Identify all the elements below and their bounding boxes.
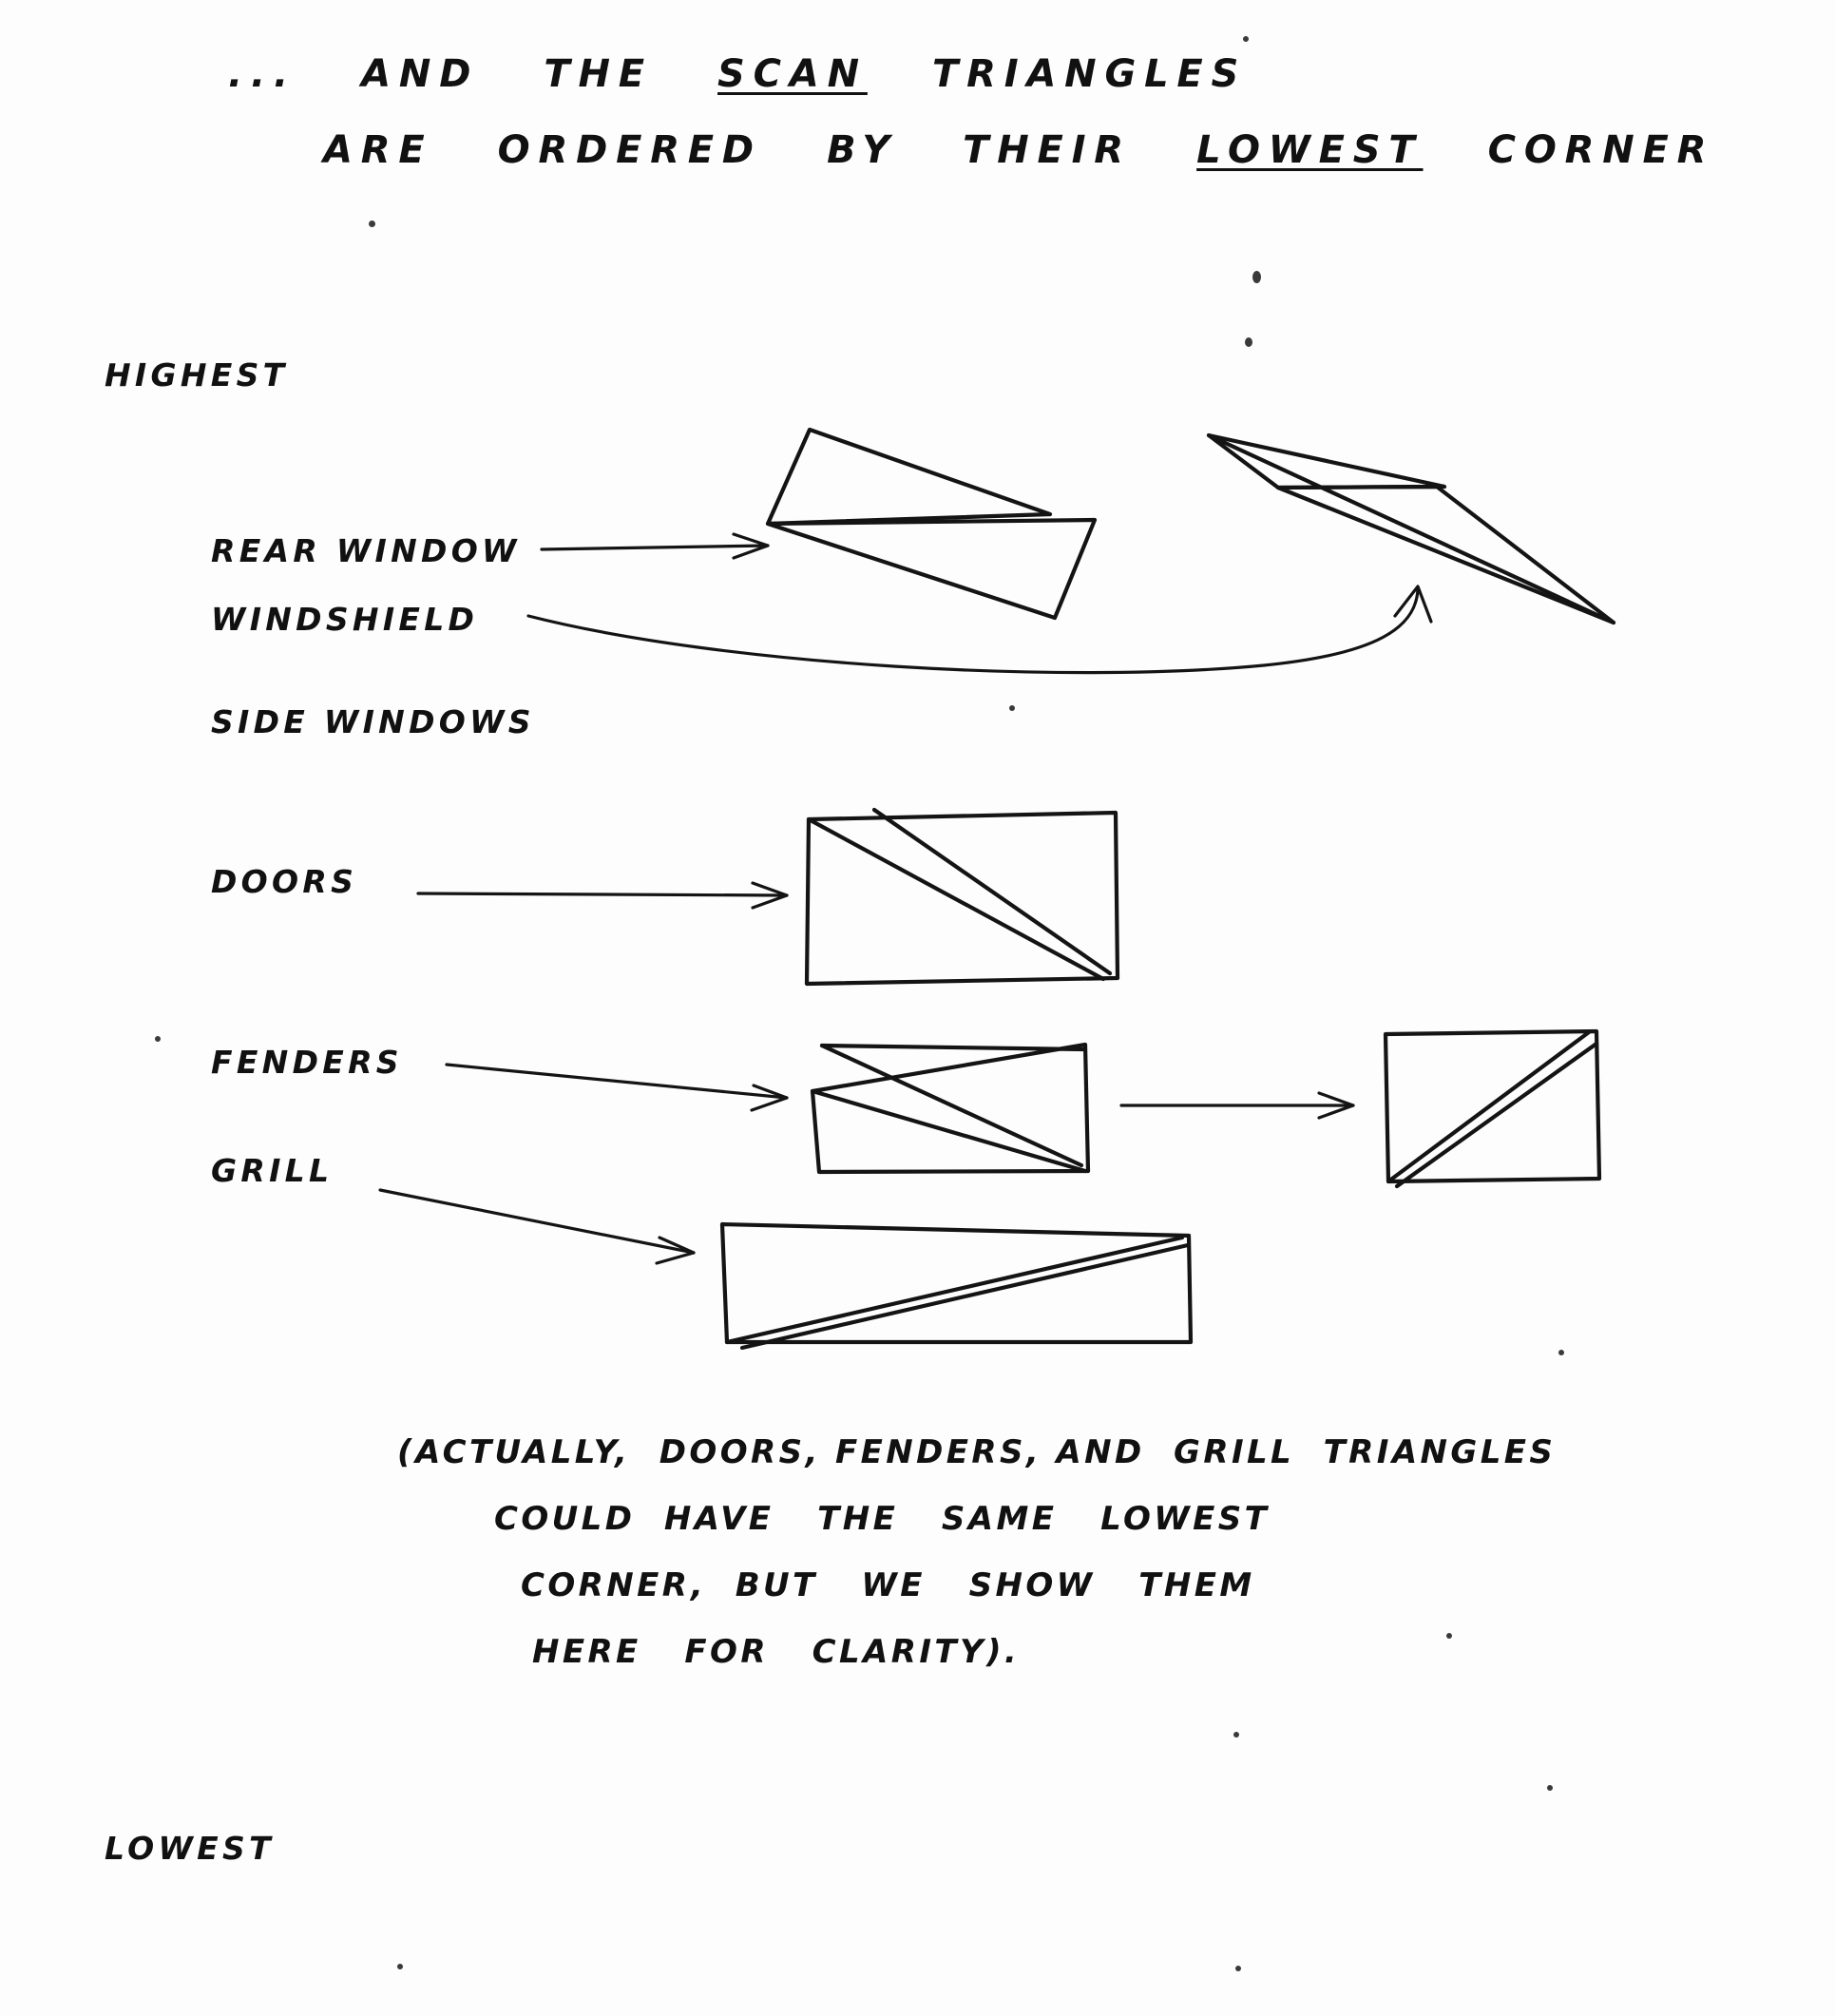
note-line-4: HERE FOR CLARITY). [532, 1633, 1021, 1671]
figure-side-windows-slivers [1209, 435, 1614, 623]
axis-label-lowest: LOWEST [105, 1830, 275, 1867]
figure-fenders-rect [812, 1045, 1088, 1172]
scan-speck [1233, 1732, 1239, 1738]
heading-line1-post: TRIANGLES [867, 52, 1248, 96]
note-line-1: (ACTUALLY, DOORS, FENDERS, AND GRILL TRIANGLES [397, 1433, 1557, 1471]
label-rear-window: REAR WINDOW [211, 532, 521, 569]
label-doors: DOORS [211, 863, 358, 900]
scan-speck [1009, 705, 1015, 711]
scan-speck [1245, 337, 1252, 347]
scan-speck [1243, 36, 1249, 42]
heading-line2-pre: ARE ORDERED BY THEIR [323, 128, 1197, 172]
scan-speck [1446, 1633, 1452, 1639]
scan-speck [155, 1036, 161, 1042]
scan-speck [397, 1964, 403, 1969]
note-line-2: COULD HAVE THE SAME LOWEST [494, 1500, 1271, 1538]
figure-doors-rect [807, 810, 1118, 984]
axis-label-highest: HIGHEST [105, 356, 289, 394]
label-side-windows: SIDE WINDOWS [211, 703, 535, 740]
scan-speck [1252, 271, 1261, 283]
arrow-grill [380, 1190, 694, 1263]
label-fenders: FENDERS [211, 1044, 403, 1081]
label-windshield: WINDSHIELD [211, 601, 479, 638]
label-grill: GRILL [211, 1152, 334, 1189]
arrow-fenders [447, 1065, 787, 1110]
arrow-windshield [528, 586, 1431, 673]
heading-line-2 [323, 128, 1714, 172]
heading-line1-pre: ... AND THE [228, 52, 718, 96]
arrow-rear-window [542, 534, 768, 558]
scan-speck [1547, 1785, 1553, 1791]
figure-fenders-rect-right [1386, 1031, 1599, 1186]
heading-line-1 [228, 52, 1247, 96]
heading-line2-underlined: LOWEST [1196, 128, 1424, 172]
heading-line1-underlined: SCAN [717, 52, 868, 96]
scan-speck [1235, 1966, 1241, 1971]
note-line-3: CORNER, BUT WE SHOW THEM [521, 1566, 1255, 1604]
arrow-doors [418, 883, 787, 908]
heading-line2-post: CORNER [1423, 128, 1715, 172]
arrow-fenders-right [1121, 1093, 1353, 1118]
figure-grill-rect [722, 1224, 1191, 1348]
figure-windows-pair-left [768, 430, 1095, 618]
scan-speck [1558, 1350, 1564, 1355]
scan-speck [369, 221, 375, 227]
